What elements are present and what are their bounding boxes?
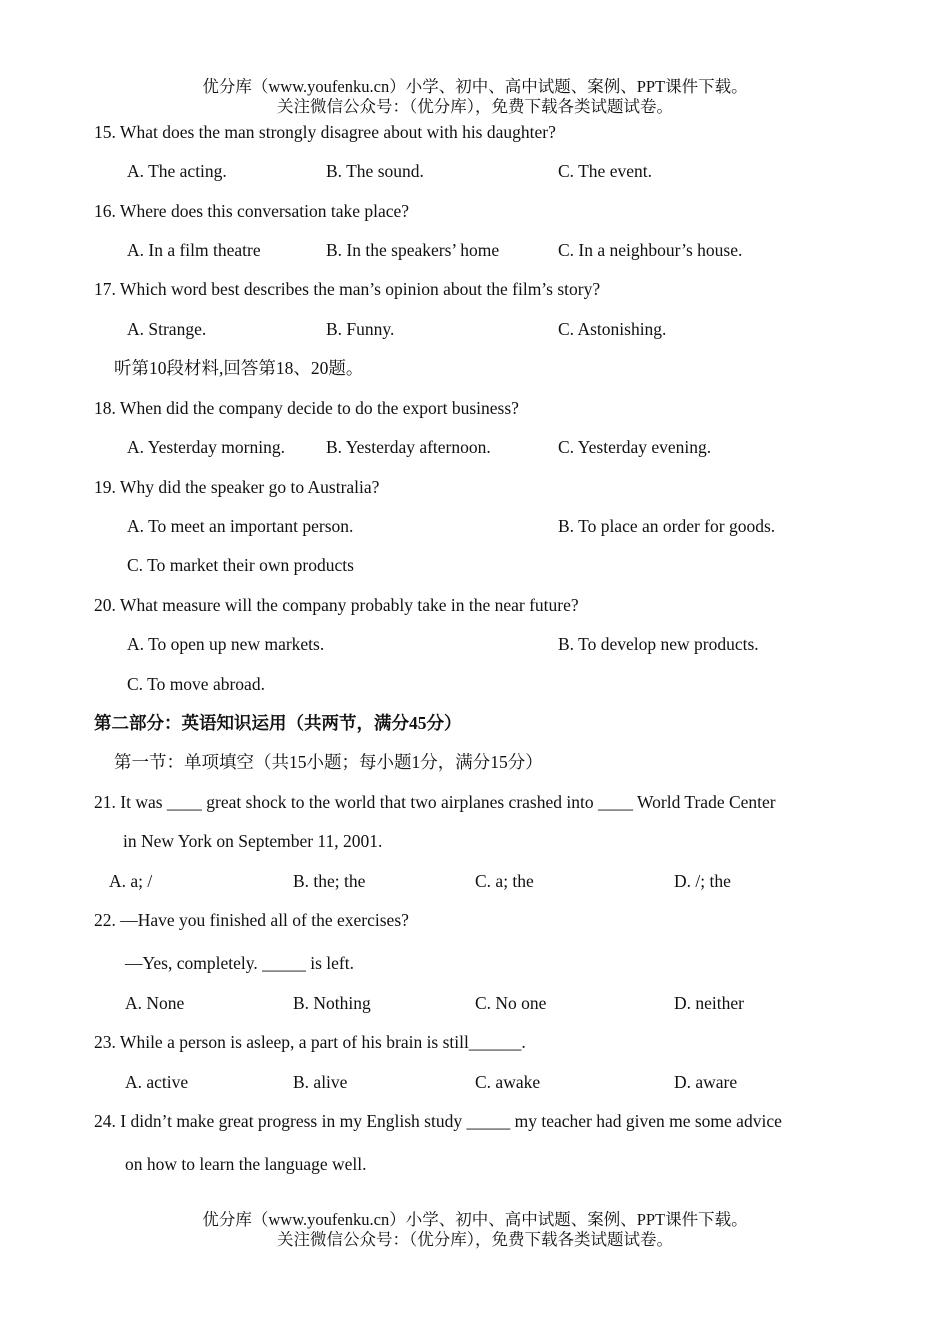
question-stem: 23. While a person is asleep, a part of his brain is still______.	[94, 1032, 526, 1052]
option-c: C. No one	[475, 993, 547, 1013]
option-c: C. Astonishing.	[558, 319, 667, 339]
option-b: B. Yesterday afternoon.	[326, 437, 491, 457]
option-d: D. /; the	[674, 871, 731, 891]
option-d: D. aware	[674, 1072, 738, 1092]
question-stem: 21. It was ____ great shock to the world that two airplanes crashed into ____ World Trade Center	[94, 792, 776, 812]
option-b: B. To develop new products.	[558, 634, 759, 654]
option-b: B. To place an order for goods.	[558, 516, 776, 536]
option-a: A. To open up new markets.	[127, 634, 325, 654]
option-b: B. In the speakers’ home	[326, 240, 500, 260]
question-stem-continued: in New York on September 11, 2001.	[123, 831, 383, 851]
question-reply: —Yes, completely. _____ is left.	[125, 953, 354, 973]
option-a: A. Strange.	[127, 319, 207, 339]
option-b: B. alive	[293, 1072, 348, 1092]
question-stem: 15. What does the man strongly disagree about with his daughter?	[94, 122, 556, 142]
option-c: C. To market their own products	[127, 555, 354, 575]
option-b: B. Funny.	[326, 319, 395, 339]
option-c: C. To move abroad.	[127, 674, 265, 694]
option-c: C. a; the	[475, 871, 534, 891]
part-2-section-1-heading: 第一节：单项填空（共15小题；每小题1分，满分15分）	[114, 752, 543, 772]
question-stem: 20. What measure will the company probably take in the near future?	[94, 595, 579, 615]
option-a: A. To meet an important person.	[127, 516, 354, 536]
question-stem: 16. Where does this conversation take place?	[94, 201, 410, 221]
option-a: A. Yesterday morning.	[127, 437, 285, 457]
option-b: B. The sound.	[326, 161, 424, 181]
option-c: C. awake	[475, 1072, 541, 1092]
footer-line-2: 关注微信公众号：（优分库），免费下载各类试题试卷。	[277, 1230, 673, 1249]
question-stem-continued: on how to learn the language well.	[125, 1154, 367, 1174]
question-stem: 22. —Have you finished all of the exercises?	[94, 910, 409, 930]
option-a: A. In a film theatre	[127, 240, 261, 260]
question-stem: 24. I didn’t make great progress in my English study _____ my teacher had given me some advice	[94, 1111, 782, 1131]
option-a: A. active	[125, 1072, 189, 1092]
header-line-1: 优分库（www.youfenku.cn）小学、初中、高中试题、案例、PPT课件下载。	[202, 77, 748, 96]
question-stem: 19. Why did the speaker go to Australia?	[94, 477, 380, 497]
header-line-2: 关注微信公众号：（优分库），免费下载各类试题试卷。	[277, 97, 673, 116]
section-10-instruction: 听第10段材料,回答第18、20题。	[114, 358, 364, 378]
option-b: B. Nothing	[293, 993, 371, 1013]
option-c: C. Yesterday evening.	[558, 437, 712, 457]
part-2-title: 第二部分：英语知识运用（共两节，满分45分）	[94, 713, 462, 733]
question-stem: 17. Which word best describes the man’s opinion about the film’s story?	[94, 279, 601, 299]
question-stem: 18. When did the company decide to do the export business?	[94, 398, 519, 418]
option-c: C. The event.	[558, 161, 652, 181]
option-a: A. The acting.	[127, 161, 227, 181]
option-c: C. In a neighbour’s house.	[558, 240, 743, 260]
option-b: B. the; the	[293, 871, 366, 891]
footer-line-1: 优分库（www.youfenku.cn）小学、初中、高中试题、案例、PPT课件下载。	[202, 1210, 748, 1229]
option-d: D. neither	[674, 993, 744, 1013]
option-a: A. a; /	[109, 871, 153, 891]
option-a: A. None	[125, 993, 185, 1013]
